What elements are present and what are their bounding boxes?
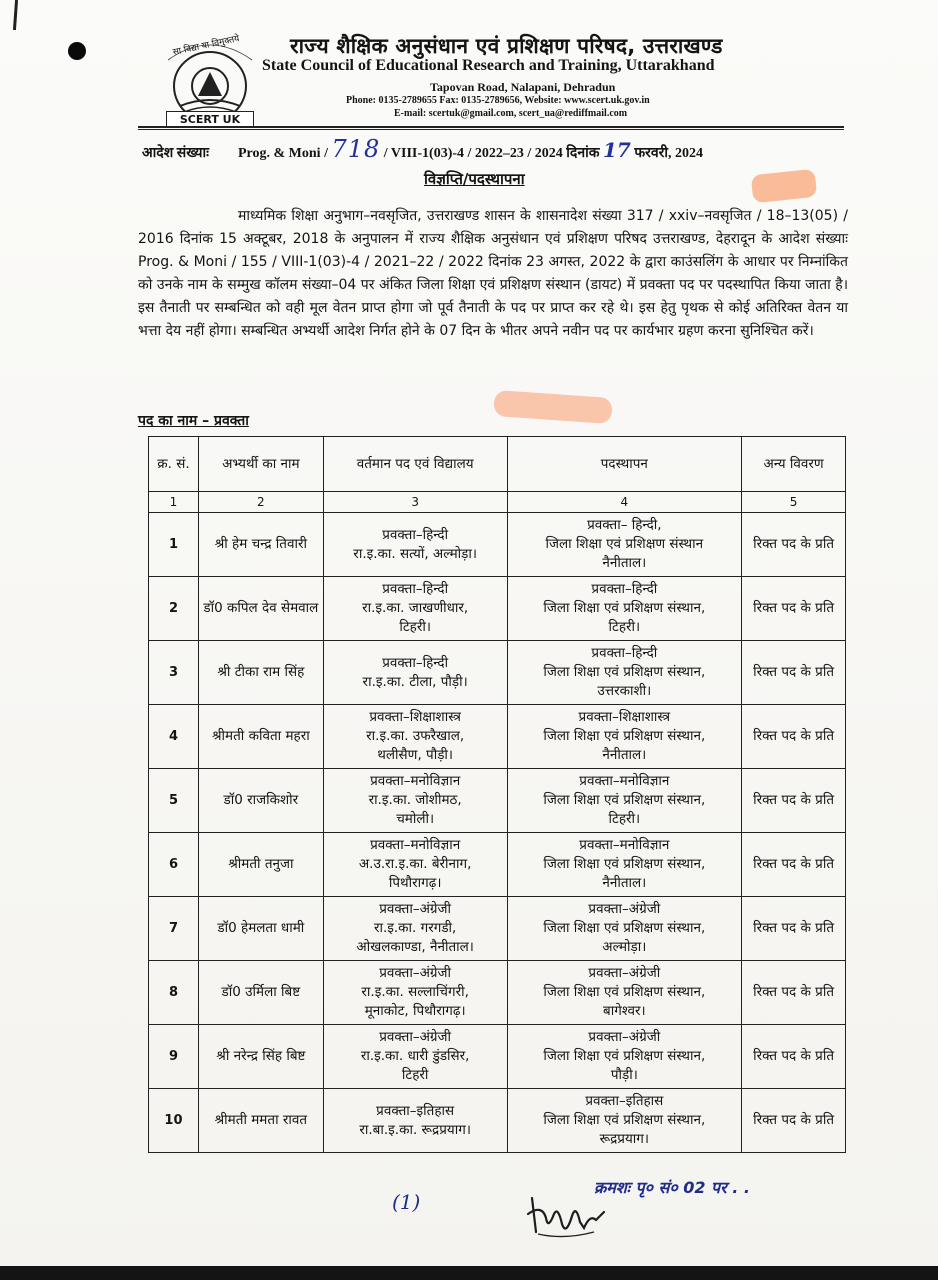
current-post-cell [323, 1025, 507, 1089]
order-subject: विज्ञप्ति/पदस्थापना [424, 170, 525, 188]
page-bottom-edge [0, 1266, 938, 1280]
remarks-cell-line: रिक्त पद के प्रति [753, 920, 835, 936]
posting-cell-line: प्रवक्ता– हिन्दी, [587, 517, 662, 533]
org-contact-line: Phone: 0135-2789655 Fax: 0135-2789656, Website: www.scert.uk.gov.in [346, 95, 650, 106]
highlighter-mark [493, 390, 613, 424]
table-row [149, 897, 846, 961]
candidate-name-cell [198, 769, 323, 833]
post-name-heading: पद का नाम – प्रवक्ता [138, 413, 249, 429]
serial-number-cell-line: 6 [168, 857, 178, 872]
remarks-cell [742, 833, 846, 897]
candidate-name-cell [198, 897, 323, 961]
table-row [149, 1025, 846, 1089]
posting-cell-line: जिला शिक्षा एवं प्रशिक्षण संस्थान [545, 536, 704, 552]
column-number: 3 [323, 492, 507, 513]
remarks-cell [742, 1089, 846, 1153]
punch-hole [68, 42, 86, 60]
order-suffix: / VIII-1(03)-4 / 2022–23 / 2024 दिनांक [383, 146, 600, 161]
remarks-cell [742, 513, 846, 577]
posting-cell-line: जिला शिक्षा एवं प्रशिक्षण संस्थान, [543, 600, 706, 616]
posting-cell-line: जिला शिक्षा एवं प्रशिक्षण संस्थान, [543, 1112, 706, 1128]
candidate-name-cell-line: श्रीमती ममता रावत [214, 1112, 308, 1128]
current-post-cell [323, 577, 507, 641]
posting-cell-line: जिला शिक्षा एवं प्रशिक्षण संस्थान, [543, 728, 706, 744]
current-post-cell-line: प्रवक्ता–हिन्दी [382, 526, 449, 543]
serial-number-cell-line: 7 [168, 921, 178, 936]
posting-cell-line: प्रवक्ता–हिन्दी [591, 581, 658, 597]
posting-cell-line: जिला शिक्षा एवं प्रशिक्षण संस्थान, [543, 792, 706, 808]
serial-number-cell-line: 9 [168, 1049, 178, 1064]
serial-number-cell-line: 1 [168, 537, 178, 552]
serial-number-cell [149, 641, 199, 705]
posting-cell-line: उत्तरकाशी। [597, 683, 652, 699]
serial-number-cell [149, 513, 199, 577]
current-post-cell-line: रा.इ.का. जोशीमठ, [368, 792, 462, 808]
posting-cell-line: प्रवक्ता–अंग्रेजी [588, 965, 661, 981]
posting-cell-line: प्रवक्ता–मनोविज्ञान [579, 837, 670, 853]
posting-cell-line: टिहरी। [608, 811, 641, 827]
current-post-cell-line: प्रवक्ता–अंग्रेजी [379, 1029, 452, 1045]
candidate-name-cell-line: डॉ0 कपिल देव सेमवाल [203, 600, 319, 616]
candidate-name-cell [198, 833, 323, 897]
candidate-name-cell-line: डॉ0 उर्मिला बिष्ट [221, 984, 301, 1000]
candidate-name-cell-line: श्री हेम चन्द्र तिवारी [214, 536, 307, 552]
table-row [149, 705, 846, 769]
remarks-cell [742, 961, 846, 1025]
order-reference-line [142, 135, 847, 163]
current-post-cell-line: प्रवक्ता–अंग्रेजी [379, 965, 452, 981]
posting-cell-line: जिला शिक्षा एवं प्रशिक्षण संस्थान, [543, 664, 706, 680]
current-post-cell-line: प्रवक्ता–अंग्रेजी [379, 901, 452, 917]
posting-cell-line: प्रवक्ता–मनोविज्ञान [579, 773, 670, 789]
header-divider-thin [138, 129, 844, 130]
serial-number-cell [149, 897, 199, 961]
current-post-cell-line: प्रवक्ता–इतिहास [376, 1102, 455, 1119]
current-post-cell-line: रा.बा.इ.का. रूद्रप्रयाग। [359, 1121, 471, 1138]
posting-cell [507, 897, 742, 961]
candidate-name-cell [198, 577, 323, 641]
serial-number-cell [149, 961, 199, 1025]
order-day-handwritten: 17 [603, 138, 631, 162]
candidate-name-cell-line: श्रीमती तनुजा [228, 856, 294, 872]
current-post-cell-line: रा.इ.का. धारी डुंडसिर, [360, 1048, 470, 1064]
header-current-post: वर्तमान पद एवं विद्यालय [323, 437, 507, 492]
posting-cell-line: रूद्रप्रयाग। [599, 1131, 650, 1147]
remarks-cell [742, 1025, 846, 1089]
column-number: 5 [742, 492, 846, 513]
candidate-name-cell [198, 513, 323, 577]
posting-cell-line: जिला शिक्षा एवं प्रशिक्षण संस्थान, [543, 856, 706, 872]
header-posting: पदस्थापन [507, 437, 742, 492]
remarks-cell-line: रिक्त पद के प्रति [753, 792, 835, 808]
posting-cell-line: पौड़ी। [610, 1067, 638, 1083]
current-post-cell-line: रा.इ.का. गरगडी, [373, 920, 457, 936]
current-post-cell-line: प्रवक्ता–मनोविज्ञान [370, 837, 461, 853]
order-label: आदेश संख्याः [142, 146, 209, 161]
current-post-cell-line: प्रवक्ता–शिक्षाशास्त्र [369, 709, 461, 725]
current-post-cell [323, 705, 507, 769]
serial-number-cell [149, 577, 199, 641]
org-address: Tapovan Road, Nalapani, Dehradun [430, 80, 616, 94]
current-post-cell-line: चमोली। [396, 811, 435, 827]
table-row [149, 577, 846, 641]
page-number: (1) [392, 1190, 421, 1214]
order-number-handwritten: 718 [331, 135, 381, 163]
table-row [149, 513, 846, 577]
table-row [149, 769, 846, 833]
posting-cell-line: नैनीताल। [602, 555, 647, 571]
current-post-cell-line: टिहरी [401, 1067, 429, 1083]
header-serial: क्र. सं. [149, 437, 199, 492]
order-month-year: फरवरी, 2024 [634, 146, 704, 161]
serial-number-cell [149, 1025, 199, 1089]
order-prefix: Prog. & Moni / [238, 146, 328, 161]
current-post-cell-line: प्रवक्ता–हिन्दी [382, 654, 449, 671]
highlighter-mark [751, 169, 818, 204]
posting-cell [507, 513, 742, 577]
serial-number-cell [149, 833, 199, 897]
posting-cell [507, 833, 742, 897]
posting-cell-line: टिहरी। [608, 619, 641, 635]
header-other-details: अन्य विवरण [742, 437, 846, 492]
candidate-name-cell-line: श्री नरेन्द्र सिंह बिष्ट [216, 1048, 306, 1064]
posting-cell-line: जिला शिक्षा एवं प्रशिक्षण संस्थान, [543, 920, 706, 936]
remarks-cell [742, 641, 846, 705]
posting-cell-line: बागेश्वर। [602, 1003, 646, 1019]
remarks-cell-line: रिक्त पद के प्रति [753, 600, 835, 616]
serial-number-cell-line: 4 [168, 729, 178, 744]
current-post-cell-line: रा.इ.का. जाखणीधार, [362, 600, 469, 616]
current-post-cell-line: पिथौरागढ़। [388, 875, 442, 891]
continued-note: क्रमशः पृ० सं० 02 पर . . [594, 1178, 750, 1197]
posting-cell-line: प्रवक्ता–अंग्रेजी [588, 1029, 661, 1045]
header-candidate-name: अभ्यर्थी का नाम [198, 437, 323, 492]
org-name-hindi: राज्य शैक्षिक अनुसंधान एवं प्रशिक्षण परिषद, उत्तराखण्ड [290, 34, 723, 58]
candidate-name-cell-line: डॉ0 राजकिशोर [223, 792, 299, 808]
current-post-cell-line: रा.इ.का. टीला, पौड़ी। [362, 673, 468, 690]
posting-cell [507, 641, 742, 705]
remarks-cell [742, 897, 846, 961]
current-post-cell [323, 1089, 507, 1153]
current-post-cell [323, 641, 507, 705]
remarks-cell-line: रिक्त पद के प्रति [753, 536, 835, 552]
current-post-cell-line: रा.इ.का. उफरैखाल, [366, 728, 465, 744]
current-post-cell [323, 961, 507, 1025]
table-row [149, 641, 846, 705]
serial-number-cell-line: 10 [164, 1113, 183, 1128]
current-post-cell [323, 769, 507, 833]
candidate-name-cell [198, 961, 323, 1025]
posting-cell [507, 577, 742, 641]
serial-number-cell [149, 705, 199, 769]
posting-cell [507, 1089, 742, 1153]
posting-cell-line: नैनीताल। [602, 747, 647, 763]
current-post-cell-line: रा.इ.का. सत्यों, अल्मोड़ा। [353, 545, 477, 562]
posting-cell-line: जिला शिक्षा एवं प्रशिक्षण संस्थान, [543, 984, 706, 1000]
current-post-cell-line: ओखलकाण्डा, नैनीताल। [356, 939, 474, 955]
candidate-name-cell [198, 641, 323, 705]
posting-cell-line: नैनीताल। [602, 875, 647, 891]
order-body-paragraph: माध्यमिक शिक्षा अनुभाग–नवसृजित, उत्तराखण्ड शासन के शासनादेश संख्या 317 / xxiv–नवसृजित / 18–13(05) / 2016 दिनांक 15 अक्टूबर, 2018 के अनुपालन में राज्य शैक्षिक अनुसंधान एवं प्रशिक्षण परिषद उत्तराखण्ड, देहरादून के आदेश संख्याः Prog. & Moni / 155 / VIII-1(03)-4 / 2021–22 / 2022 दिनांक 23 अगस्त, 2022 के द्वारा काउंसलिंग के आधार पर निम्नांकित को उनके नाम के सम्मुख कॉलम संख्या–04 पर अंकित जिला शिक्षा एवं प्रशिक्षण संस्थान (डायट) में प्रवक्ता पद पर पदस्थापित किया जाता है। इस तैनाती पर सम्बन्धित को वही मूल वेतन प्राप्त होगा जो पूर्व तैनाती के पद पर प्राप्त कर रहे थे। इस हेतु पृथक से कोई अतिरिक्त वेतन या भत्ता देय नहीं होगा। सम्बन्धित अभ्यर्थी आदेश निर्गत होने के 07 दिन के भीतर अपने नवीन पद पर कार्यभार ग्रहण करना सुनिश्चित करें। [138, 208, 848, 339]
current-post-cell-line: रा.इ.का. सल्लाचिंगरी, [361, 984, 469, 1000]
current-post-cell [323, 513, 507, 577]
column-number: 2 [198, 492, 323, 513]
posting-cell [507, 1025, 742, 1089]
org-email-line: E-mail: scertuk@gmail.com, scert_ua@rediffmail.com [394, 108, 628, 119]
current-post-cell-line: थलीसैण, पौड़ी। [377, 747, 454, 763]
current-post-cell-line: टिहरी। [399, 619, 431, 635]
table-row [149, 833, 846, 897]
table-row [149, 961, 846, 1025]
column-number: 1 [149, 492, 199, 513]
remarks-cell-line: रिक्त पद के प्रति [753, 856, 835, 872]
remarks-cell [742, 577, 846, 641]
table-row [149, 1089, 846, 1153]
serial-number-cell [149, 1089, 199, 1153]
remarks-cell-line: रिक्त पद के प्रति [753, 1048, 835, 1064]
table-header-row [149, 437, 846, 492]
candidate-name-cell-line: श्री टीका राम सिंह [217, 664, 305, 680]
column-number: 4 [507, 492, 742, 513]
current-post-cell-line: अ.उ.रा.इ.का. बेरीनाग, [358, 856, 472, 872]
candidate-name-cell [198, 1089, 323, 1153]
remarks-cell-line: रिक्त पद के प्रति [753, 984, 835, 1000]
current-post-cell-line: प्रवक्ता–हिन्दी [382, 581, 449, 597]
posting-table [148, 436, 846, 1153]
remarks-cell-line: रिक्त पद के प्रति [753, 664, 835, 680]
candidate-name-cell [198, 705, 323, 769]
serial-number-cell-line: 8 [168, 985, 178, 1000]
posting-cell-line: प्रवक्ता–अंग्रेजी [588, 901, 661, 917]
posting-cell-line: अल्मोड़ा। [602, 939, 647, 955]
posting-cell [507, 961, 742, 1025]
candidate-name-cell-line: डॉ0 हेमलता धामी [217, 920, 305, 936]
column-number-row [149, 492, 846, 513]
serial-number-cell [149, 769, 199, 833]
current-post-cell [323, 833, 507, 897]
posting-cell-line: प्रवक्ता–शिक्षाशास्त्र [578, 709, 671, 725]
logo-caption: SCERT UK [166, 111, 254, 128]
posting-cell-line: जिला शिक्षा एवं प्रशिक्षण संस्थान, [543, 1048, 706, 1064]
current-post-cell-line: प्रवक्ता–मनोविज्ञान [370, 773, 461, 789]
posting-cell [507, 705, 742, 769]
pen-tick-mark [13, 0, 18, 30]
logo-motto: सा विद्या या विमुक्तये [172, 34, 241, 58]
posting-cell-line: प्रवक्ता–हिन्दी [591, 645, 658, 661]
serial-number-cell-line: 2 [168, 601, 178, 616]
posting-cell-line: प्रवक्ता–इतिहास [585, 1093, 664, 1109]
serial-number-cell-line: 3 [168, 665, 178, 680]
remarks-cell-line: रिक्त पद के प्रति [753, 1112, 835, 1128]
current-post-cell [323, 897, 507, 961]
org-name-english: State Council of Educational Research and Training, Uttarakhand [262, 57, 715, 74]
serial-number-cell-line: 5 [168, 793, 178, 808]
remarks-cell [742, 769, 846, 833]
current-post-cell-line: मूनाकोट, पिथौरागढ़। [364, 1003, 466, 1019]
header-divider [138, 126, 844, 128]
candidate-name-cell [198, 1025, 323, 1089]
posting-cell [507, 769, 742, 833]
remarks-cell-line: रिक्त पद के प्रति [753, 728, 835, 744]
candidate-name-cell-line: श्रीमती कविता महरा [211, 728, 310, 744]
remarks-cell [742, 705, 846, 769]
